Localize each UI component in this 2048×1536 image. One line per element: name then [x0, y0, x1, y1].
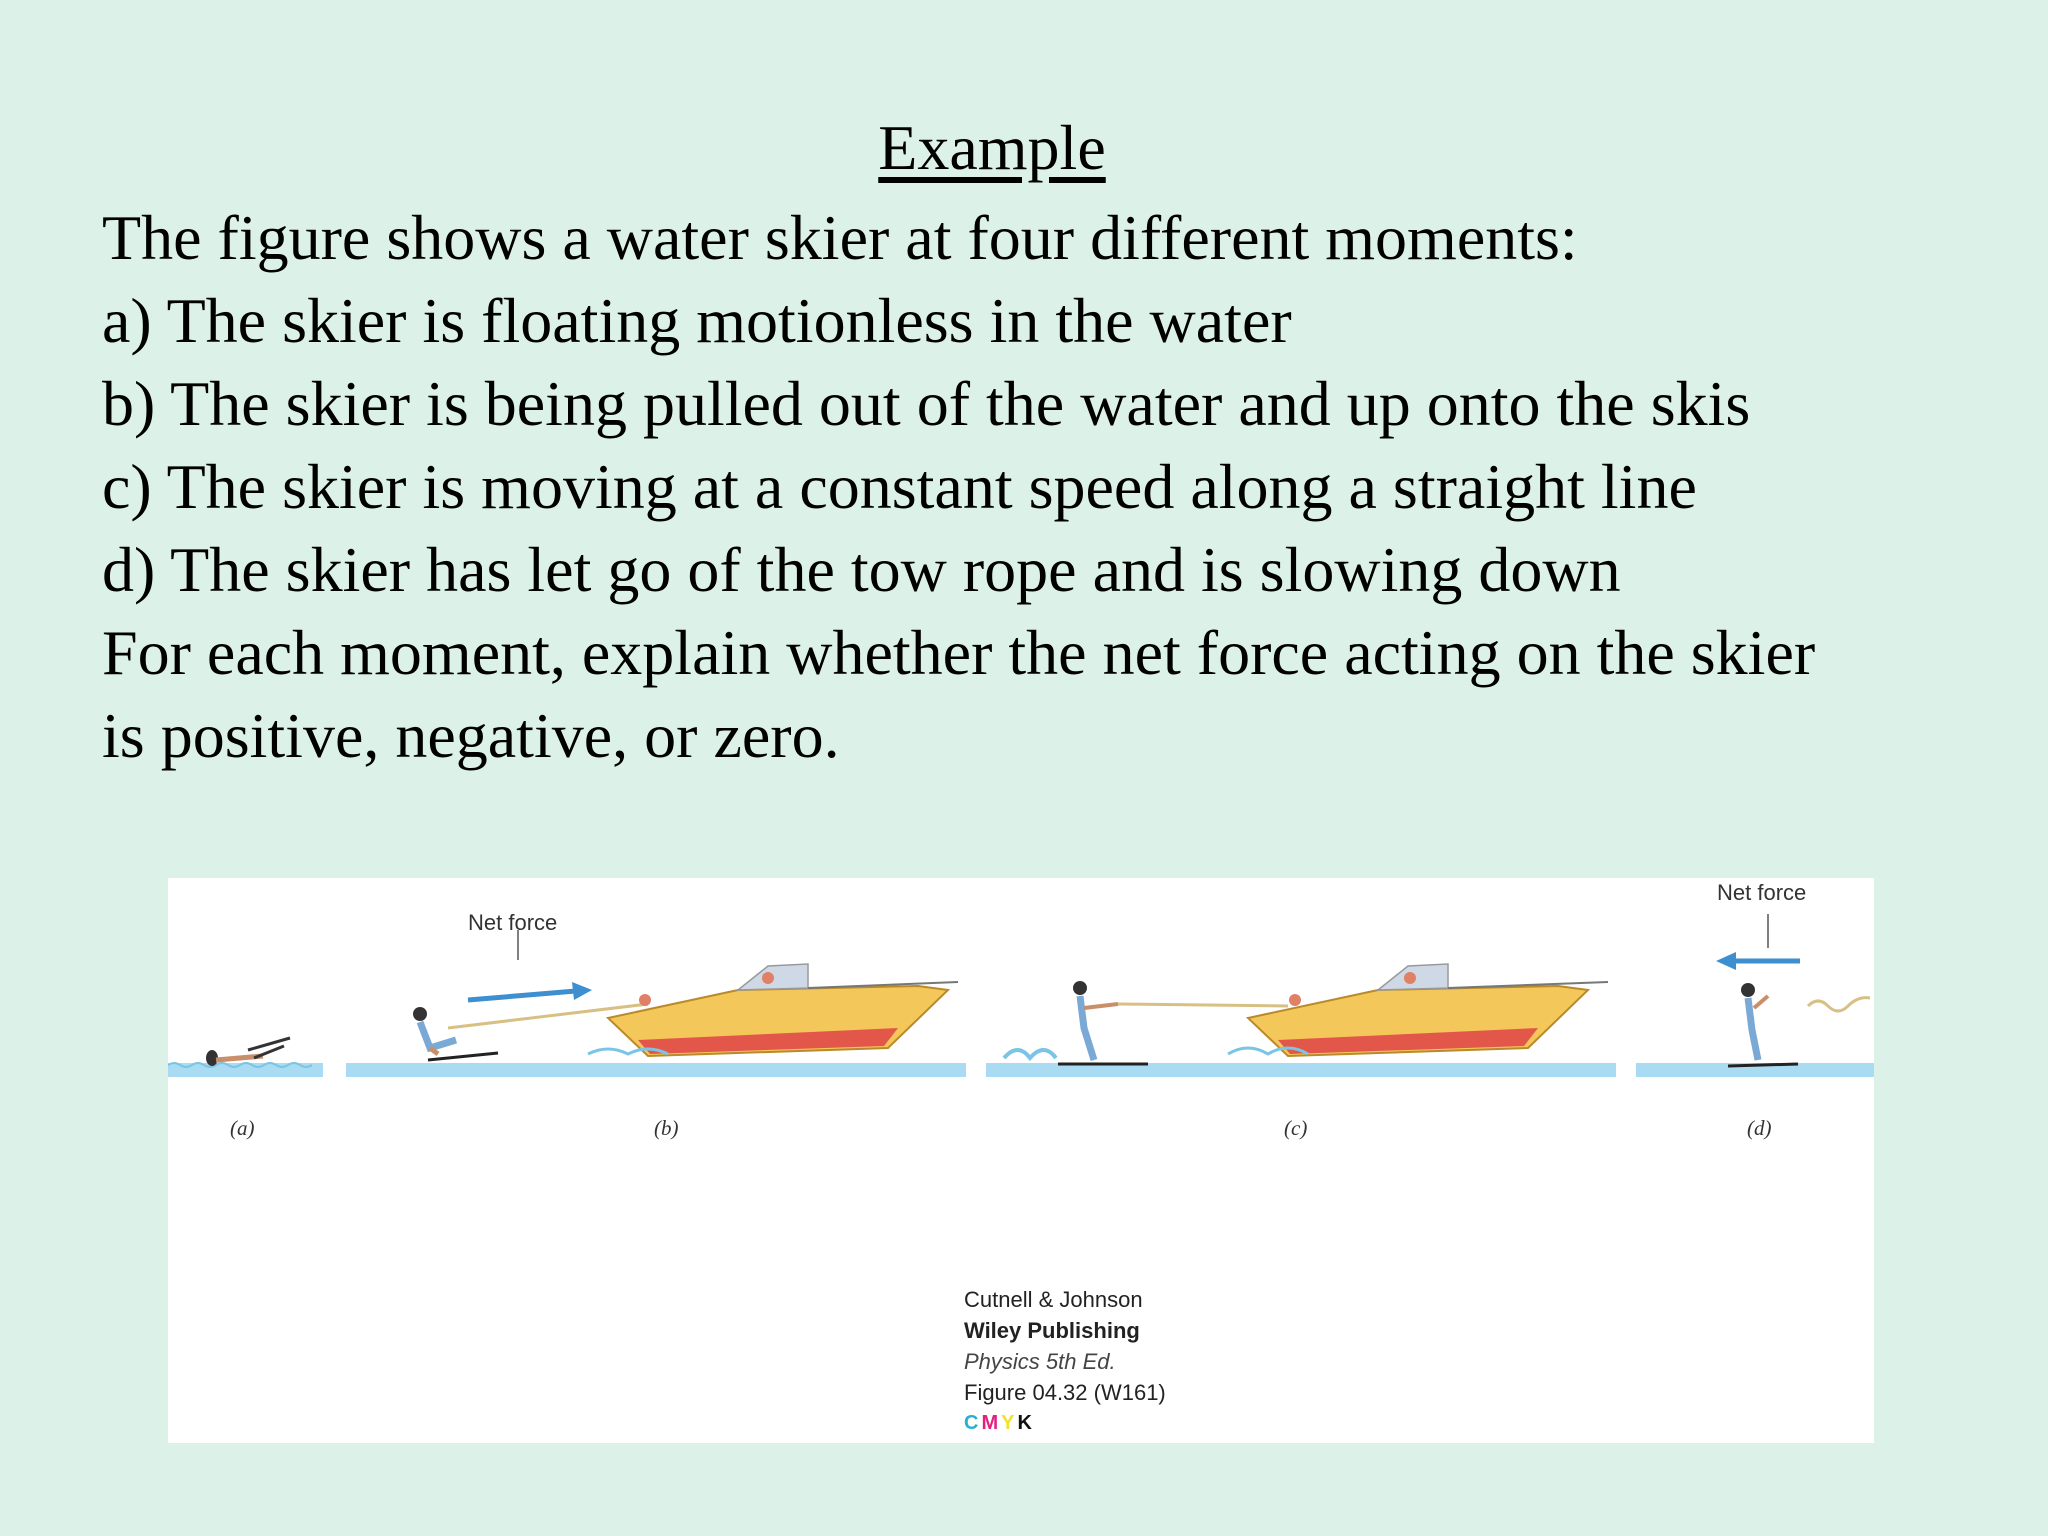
- skier-floating: [206, 1038, 290, 1066]
- question-line-2: is positive, negative, or zero.: [102, 700, 840, 771]
- cmyk-marker: [964, 1408, 1166, 1439]
- panel-label-b: (b): [654, 1116, 679, 1140]
- credit-authors: Cutnell & Johnson: [964, 1287, 1143, 1312]
- skier-slowing-down: [1728, 983, 1870, 1066]
- water-skier-figure: [168, 878, 1874, 1443]
- cmyk-y: Y: [1001, 1412, 1018, 1434]
- figure-credit: [964, 1284, 1166, 1439]
- credit-book: Physics 5th Ed.: [964, 1349, 1116, 1374]
- item-d: d) The skier has let go of the tow rope and is slowing down: [102, 534, 1621, 605]
- credit-publisher: Wiley Publishing: [964, 1318, 1140, 1343]
- slide-body: [102, 196, 1982, 777]
- item-a: a) The skier is floating motionless in the water: [102, 285, 1292, 356]
- boat-c: [1228, 964, 1608, 1056]
- boat-b: [588, 964, 958, 1056]
- question-line-1: For each moment, explain whether the net force acting on the skier: [102, 617, 1816, 688]
- net-force-label-d: Net force: [1717, 880, 1807, 905]
- slide-title: Example: [878, 112, 1106, 183]
- cmyk-c: C: [964, 1412, 982, 1434]
- panel-label-d: (d): [1747, 1116, 1772, 1140]
- panel-label-c: (c): [1284, 1116, 1308, 1140]
- net-force-arrow-b: [468, 930, 592, 1000]
- net-force-label-b: Net force: [468, 910, 558, 935]
- skier-being-pulled: [413, 1004, 648, 1060]
- water-surface: [168, 1063, 1874, 1077]
- skier-constant-speed: [1004, 981, 1288, 1064]
- panel-label-a: (a): [230, 1116, 255, 1140]
- net-force-arrow-d: [1716, 914, 1800, 970]
- item-c: c) The skier is moving at a constant speed along a straight line: [102, 451, 1697, 522]
- cmyk-k: K: [1017, 1412, 1035, 1434]
- intro-text: The figure shows a water skier at four different moments:: [102, 202, 1578, 273]
- item-b: b) The skier is being pulled out of the water and up onto the skis: [102, 368, 1751, 439]
- credit-figure-id: Figure 04.32 (W161): [964, 1380, 1166, 1405]
- cmyk-m: M: [981, 1412, 1002, 1434]
